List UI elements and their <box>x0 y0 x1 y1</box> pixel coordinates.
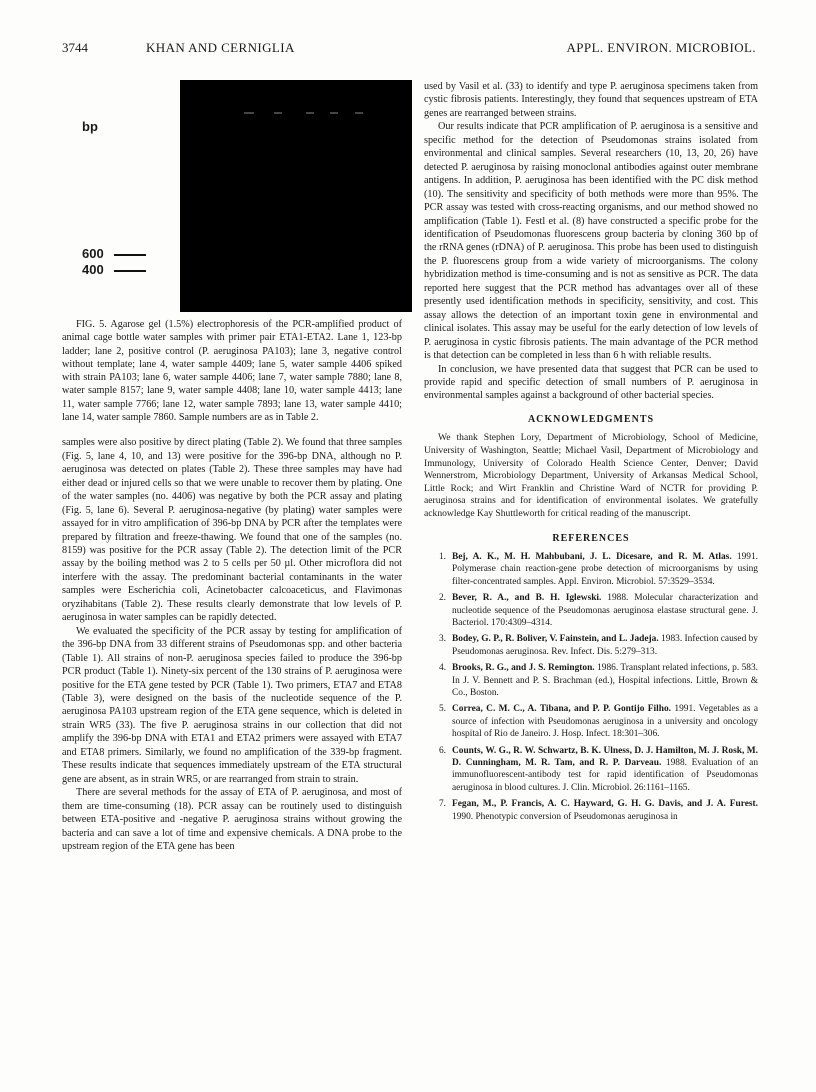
body-paragraph: We evaluated the specificity of the PCR assay by testing for amplification of the 396-bp DNA from 33 different strains of Pseudomonas spp. and other bacteria (Table 1). All strains of non-P. aeruginosa species failed to produce the 396-bp PCR product (Table 1). Ninety-six percent of the 130 strains of P. aeruginosa were positive for the ETA gene tested by PCR (Table 1). Two primers, ETA7 and ETA8 (Table 3), were designed on the basis of the nucleotide sequence of the P. aeruginosa PA103 upstream region of the ETA gene sequence, which is deleted in strain WR5 (33). The five P. aeruginosa strains in our collection that did not amplify the 396-bp DNA with ETA1 and ETA2 primers were assayed with ETA7 and ETA8 primers. Similarly, we found no amplification of the 339-bp fragment. These results indicate that sequences immediately upstream of the ETA structural gene are absent, as in strain WR5, or are rearranged from strain to strain. <box>62 625 402 785</box>
body-paragraph: There are several methods for the assay of ETA of P. aeruginosa, and most of them are time-consuming (18). PCR assay can be routinely used to distinguish between ETA-positive and -negative P. aeruginosa strains without growing the bacteria and can save a lot of time and expensive chemicals. A DNA probe to the upstream region of the ETA gene has been <box>62 787 402 852</box>
right-column <box>424 80 758 827</box>
figure-5 <box>62 80 402 318</box>
reference-item: 7. Fegan, M., P. Francis, A. C. Hayward, G. H. G. Davis, and J. A. Furest. 1990. Phenotypic conversion of Pseudomonas aeruginosa in <box>438 799 758 822</box>
reference-item: 6. Counts, W. G., R. W. Schwartz, B. K. Ulness, D. J. Hamilton, M. J. Rosk, M. D. Cunningham, M. R. Tam, and R. P. Darveau. 1988. Evaluation of an immunofluorescent-antibody test for rapid identification of Pseudomonas aeruginosa in blood cultures. J. Clin. Microbiol. 26:1161–1165. <box>438 745 759 793</box>
gel-band <box>306 112 314 114</box>
reference-item: 1. Bej, A. K., M. H. Mahbubani, J. L. Dicesare, and R. M. Atlas. 1991. Polymerase chain reaction-gene probe detection of microorganisms by using filter-concentrated samples. Appl. Environ. Microbiol. 57:3529–3534. <box>438 551 759 587</box>
marker-600 <box>82 247 146 260</box>
gel-band <box>330 112 338 114</box>
acknowledgments-text: We thank Stephen Lory, Department of Microbiology, School of Medicine, University of Washington, Seattle; Michael Vasil, Department of Microbiology and Immunology, University of Colorado Health Science Center, Denver; David Wennerstrom, Microbiology Department, University of Arkansas Medical School, Little Rock; and Wirt Franklin and Christine Ward of NCTR for providing P. aeruginosa strains and for identification of environmental isolates. We gratefully acknowledge Kay Shuttleworth for critical reading of the manuscript. <box>424 432 758 519</box>
references-heading: REFERENCES <box>552 533 630 545</box>
reference-item: 3. Bodey, G. P., R. Boliver, V. Fainstein, and L. Jadeja. 1983. Infection caused by Pseudomonas aeruginosa. Rev. Infect. Dis. 5:279–313. <box>438 634 758 657</box>
gel-band <box>244 112 254 114</box>
marker-600-label: 600 <box>82 246 104 261</box>
marker-400-label: 400 <box>82 262 104 277</box>
running-header <box>62 40 756 60</box>
references-list <box>424 551 758 823</box>
body-paragraph: used by Vasil et al. (33) to identify and type P. aeruginosa specimens taken from cystic fibrosis patients. Interestingly, they found that sequences upstream of ETA genes are rearranged between strains. <box>424 81 758 119</box>
marker-400-tick <box>114 270 146 272</box>
reference-item: 2. Bever, R. A., and B. H. Iglewski. 1988. Molecular characterization and nucleotide sequence of the Pseudomonas aeruginosa elastase structural gene. J. Bacteriol. 170:4309–4314. <box>438 593 758 628</box>
marker-600-tick <box>114 254 146 256</box>
acknowledgments-heading: ACKNOWLEDGMENTS <box>527 413 655 425</box>
gel-band <box>274 112 282 114</box>
body-paragraph: In conclusion, we have presented data that suggest that PCR can be used to provide rapid and specific detection of small numbers of P. aeruginosa in environmental samples against a background of other bacterial species. <box>424 363 758 402</box>
figure-caption: FIG. 5. Agarose gel (1.5%) electrophoresis of the PCR-amplified product of animal cage bottle water samples with primer pair ETA1-ETA2. Lane 1, 123-bp ladder; lane 2, positive control (P. aeruginosa PA103); lane 3, negative control without template; lane 4, water sample 4409; lane 5, water sample 4406 spiked with strain PA103; lane 6, water sample 4406; lane 7, water sample 7880; lane 8, water sample 8157; lane 9, water sample 4408; lane 10, water sample 4413; lane 11, water sample 7766; lane 12, water sample 7893; lane 13, water sample 4410; lane 14, water sample 7860. Sample numbers are as in Table 2. <box>62 319 402 424</box>
body-paragraph: samples were also positive by direct plating (Table 2). We found that three samples (Fig. 5, lane 4, 10, and 13) were positive for the 396-bp DNA, although no P. aeruginosa was detected on plates (Table 2). These three samples may have had either dead or injured cells so that we were unable to recover them by plating. One of the water samples (no. 4406) was negative by both the PCR assay and plating (Fig. 5, lane 6). Several P. aeruginosa-negative (by plating) water samples were assayed for in vitro amplification of 396-bp DNA by PCR after the templates were prepared by filtration and freeze-thawing. We found that one of the samples (no. 8159) was positive for the PCR assay (Table 2). The detection limit of the PCR assay by the boiling method was 2 to 5 cells per 50 µl. Other microflora did not interfere with the assay. The predominant bacterial contaminants in the water samples were Escherichia coli, Acinetobacter calcoaceticus, and Flavimonas oryzihabitans (Table 2). These results clearly demonstrate that low levels of P. aeruginosa in water samples can be rapidly detected. <box>62 437 402 624</box>
gel-image <box>180 80 412 312</box>
bp-axis-label: bp <box>82 119 98 134</box>
reference-item: 4. Brooks, R. G., and J. S. Remington. 1986. Transplant related infections, p. 583. In J. V. Bennett and P. S. Brachman (ed.), Hospital infections. Little, Brown & Co., Boston. <box>438 663 759 698</box>
page-number: 3744 <box>62 40 88 55</box>
running-authors: KHAN AND CERNIGLIA <box>146 40 295 55</box>
reference-item: 5. Correa, C. M. C., A. Tibana, and P. P. Gontijo Filho. 1991. Vegetables as a source of infection with Pseudomonas aeruginosa in a university and oncology hospital of Rio de Janeiro. J. Hosp. Infect. 18:301–306. <box>438 704 758 740</box>
marker-400 <box>82 263 146 276</box>
left-column <box>62 80 402 853</box>
journal-name: APPL. ENVIRON. MICROBIOL. <box>566 40 756 55</box>
gel-band <box>355 112 363 114</box>
body-paragraph: Our results indicate that PCR amplification of P. aeruginosa is a sensitive and specific method for the detection of Pseudomonas strains isolated from environmental and clinical samples. Several researchers (10, 13, 20, 26) have detected P. aeruginosa by raising monoclonal antibodies against outer membrane antigens. In addition, P. aeruginosa has been identified with the PC disk method (10). The sensitivity and specificity of both methods were more than 95%. The PCR assay was tested with cross-reacting organisms, and our method showed no amplification (Table 1). Festl et al. (8) have constructed a specific probe for the identification of Pseudomonas fluorescens group bacteria by cloning 360 bp of the rRNA genes (rDNA) of P. aeruginosa. This probe has been used to distinguish the P. fluorescens group from a wide variety of microorganisms. The colony hybridization method is time-consuming and is not as sensitive as PCR. The data reported here suggest that the PCR method has advantages over all of these presently used identification methods in specificity, sensitivity, and cost. This assay allows the detection of an important toxin gene in environmental and clinical isolates. This assay may be useful for the early detection of low levels of P. aeruginosa in cystic fibrosis patients. The main advantage of the PCR method is that detection can be completed in less than 6 h with reliable results. <box>424 121 758 362</box>
